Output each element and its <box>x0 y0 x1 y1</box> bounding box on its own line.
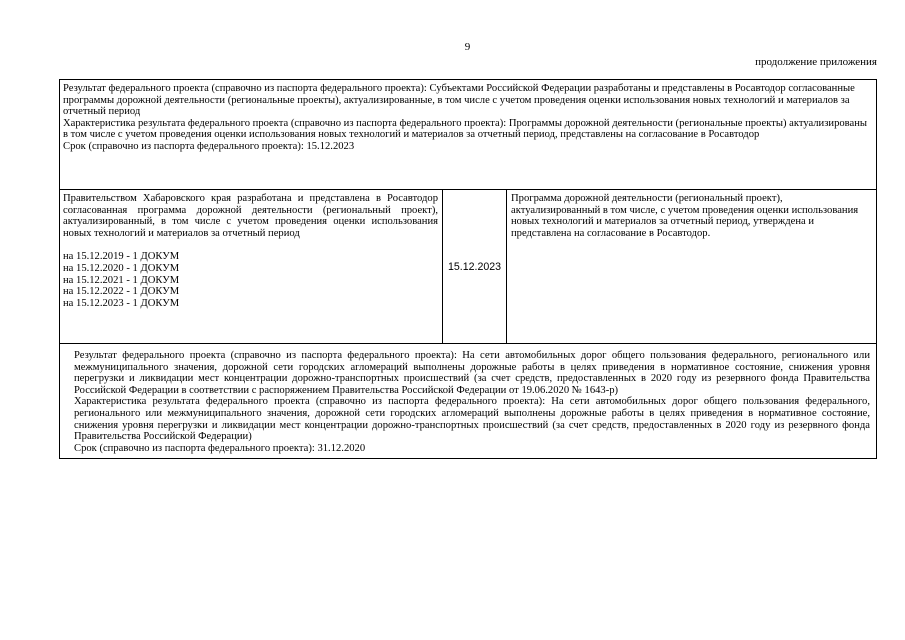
action-cell <box>60 190 443 343</box>
outcome-text: Программа дорожной деятельности (региональный проект), актуализированный в том числе, с учетом проведения оценки использования новых технологий и материалов за отчетный период, утверждена и представлена на согласование в Росавтодор. <box>511 193 859 239</box>
action-description: Правительством Хабаровского края разработана и представлена в Росавтодор согласованная программа дорожной деятельности (региональный проект), актуализированный, в том числе с учетом проведения оценки использования новых технологий и материалов за отчетный период <box>63 193 438 239</box>
deadline-text: Срок (справочно из паспорта федерального проекта): 15.12.2023 <box>63 140 355 152</box>
continuation-label: продолжение приложения <box>755 56 877 68</box>
document-item: на 15.12.2020 - 1 ДОКУМ <box>63 262 180 274</box>
document-item: на 15.12.2021 - 1 ДОКУМ <box>63 274 180 286</box>
document-item: на 15.12.2019 - 1 ДОКУМ <box>63 251 180 263</box>
date-cell <box>443 190 507 343</box>
document-list <box>63 251 438 309</box>
date-value: 15.12.2023 <box>447 260 502 273</box>
deadline-text: Срок (справочно из паспорта федерального проекта): 31.12.2020 <box>74 442 366 454</box>
document-item: на 15.12.2022 - 1 ДОКУМ <box>63 286 180 298</box>
characteristic-text: Характеристика результата федерального проекта (справочно из паспорта федерального проекта): На сети автомобильных дорог общего пользования федерального, регионального или межмуниципального значения, дорожной сети городских агломераций выполнены дорожные работы в целях приведения в нормативное состояние, снижения уровня перегрузки и ликвидации мест концентрации дорожно-транспортных происшествий (за счет средств, предоставленных в 2020 году из резервного фонда Правительства Российской Федерации) <box>74 396 870 443</box>
outcome-cell <box>507 190 876 343</box>
characteristic-text: Характеристика результата федерального проекта (справочно из паспорта федерального проекта): Программы дорожной деятельности (региональные проекты) актуализированы в том числе с учетом проведения оценки использования новых технологий и материалов за отчетный период, представлены на согласование в Росавтодор <box>63 117 868 141</box>
result-block-2 <box>60 344 876 458</box>
document-item: на 15.12.2023 - 1 ДОКУМ <box>63 297 180 309</box>
results-table <box>59 79 877 459</box>
result-text: Результат федерального проекта (справочно из паспорта федерального проекта): Субъектами Российской Федерации разработаны и представлены в Росавтодор согласованные программы дорожной деятельности (региональные проекты), актуализированные, в том числе с учетом проведения оценки использования новых технологий и материалов за отчетный период <box>63 83 855 118</box>
result-block-1 <box>60 80 876 190</box>
result-text: Результат федерального проекта (справочно из паспорта федерального проекта): На сети автомобильных дорог общего пользования федерального, регионального или межмуниципального значения, дорожной сети городских агломераций выполнены дорожные работы в целях приведения в нормативное состояние, снижения уровня перегрузки и ликвидации мест концентрации дорожно-транспортных происшествий (за счет средств, предоставленных в 2020 году из резервного фонда Правительства Российской Федерации в соответствии с распоряжением Правительства Российской Федерации от 19.06.2020 № 1643-р) <box>74 350 870 396</box>
page-number: 9 <box>464 41 471 53</box>
table-row <box>60 190 876 344</box>
